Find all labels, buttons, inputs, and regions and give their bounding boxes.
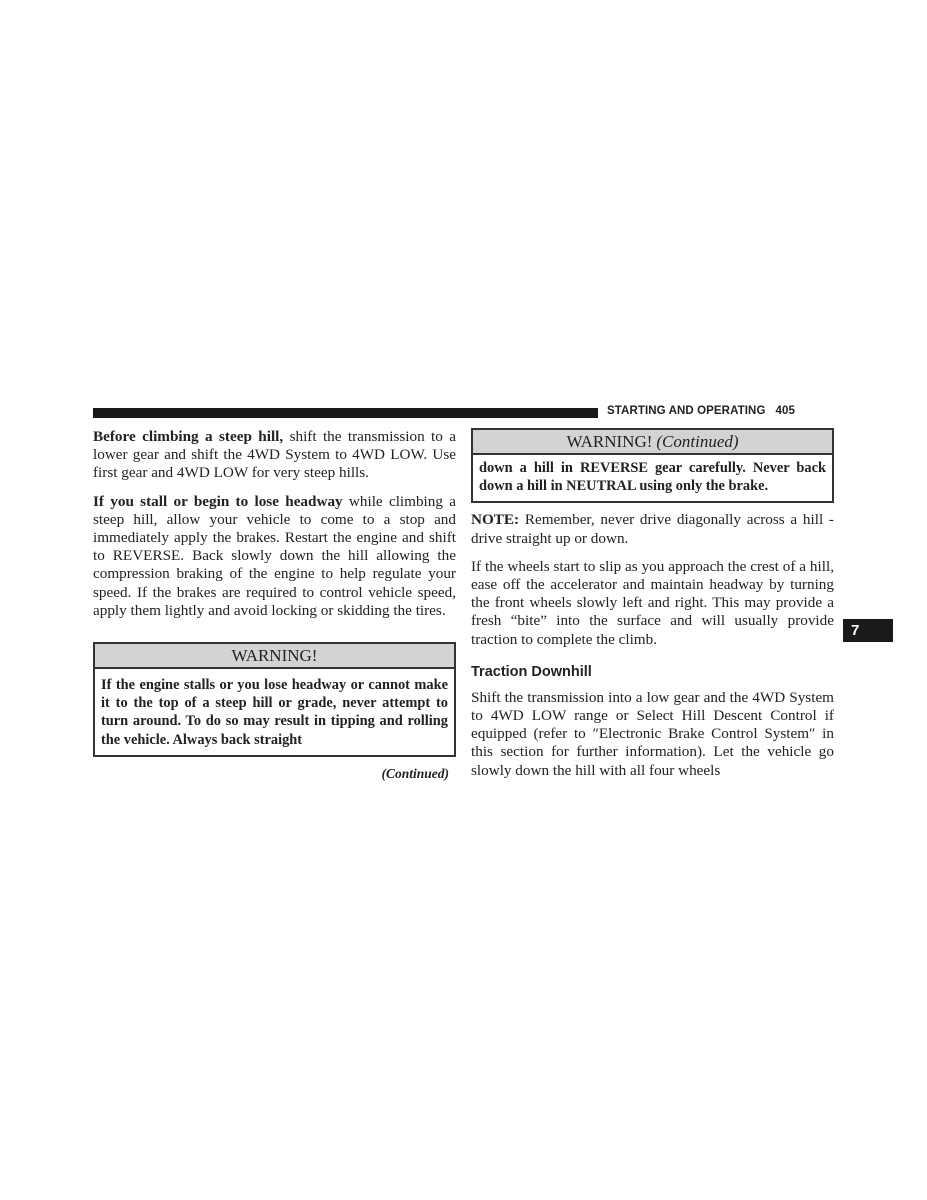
lead-in-bold: If you stall or begin to lose headway (93, 492, 343, 510)
warning-box (93, 642, 456, 757)
running-header (607, 405, 795, 417)
warning-title: WARNING! (95, 644, 454, 669)
note-label: NOTE: (471, 511, 520, 529)
section-title: STARTING AND OPERATING (607, 405, 766, 417)
warning-text: down a hill in REVERSE gear carefully. Never back down a hill in NEUTRAL using only the brake. (479, 460, 826, 495)
chapter-tab: 7 (843, 619, 893, 642)
warning-title-text: WARNING! (566, 432, 653, 451)
paragraph-stall (93, 493, 456, 620)
paragraph-text: shift the transmission to a lower gear and shift the 4WD System to 4WD LOW. Use first gear and 4WD LOW for very steep hills. (93, 428, 456, 482)
paragraph-text: while climbing a steep hill, allow your vehicle to come to a stop and immediately apply the brakes. Restart the engine and shift to REVERSE. Back slowly down the hill allowing the compression braking of the engine to help regulate your speed. If the brakes are required to control vehicle speed, apply them lightly and avoid locking or skidding the tires. (93, 492, 456, 619)
paragraph-steep-hill (93, 428, 456, 483)
lead-in-bold: Before climbing a steep hill, (93, 428, 284, 445)
header-rule (93, 408, 598, 418)
paragraph-slip: If the wheels start to slip as you approach the crest of a hill, ease off the accelerator and maintain headway by turning the front wheels slowly left and right. This may provide a fresh “bite” into the surface and will usually provide traction to complete the climb. (471, 557, 834, 648)
note-paragraph (471, 511, 834, 547)
warning-title (473, 430, 832, 455)
warning-text: If the engine stalls or you lose headway or cannot make it to the top of a steep hill or grade, never attempt to turn around. To do so may result in tipping and rolling the vehicle. Always back straight (101, 677, 448, 748)
warning-box-continued (471, 428, 834, 503)
right-column (471, 428, 834, 790)
section-subheading: Traction Downhill (471, 663, 592, 680)
warning-title-suffix: (Continued) (656, 432, 739, 451)
page-number: 405 (775, 405, 796, 417)
paragraph-downhill: Shift the transmission into a low gear and the 4WD System to 4WD LOW range or Select Hill Descent Control if equipped (refer to ″Electronic Brake Control System″ in this section for further information). Let the vehicle go slowly down the hill with all four wheels (471, 688, 834, 779)
left-column (93, 428, 456, 782)
note-text: Remember, never drive diagonally across a hill - drive straight up or down. (471, 511, 834, 547)
continued-label: (Continued) (381, 765, 449, 781)
